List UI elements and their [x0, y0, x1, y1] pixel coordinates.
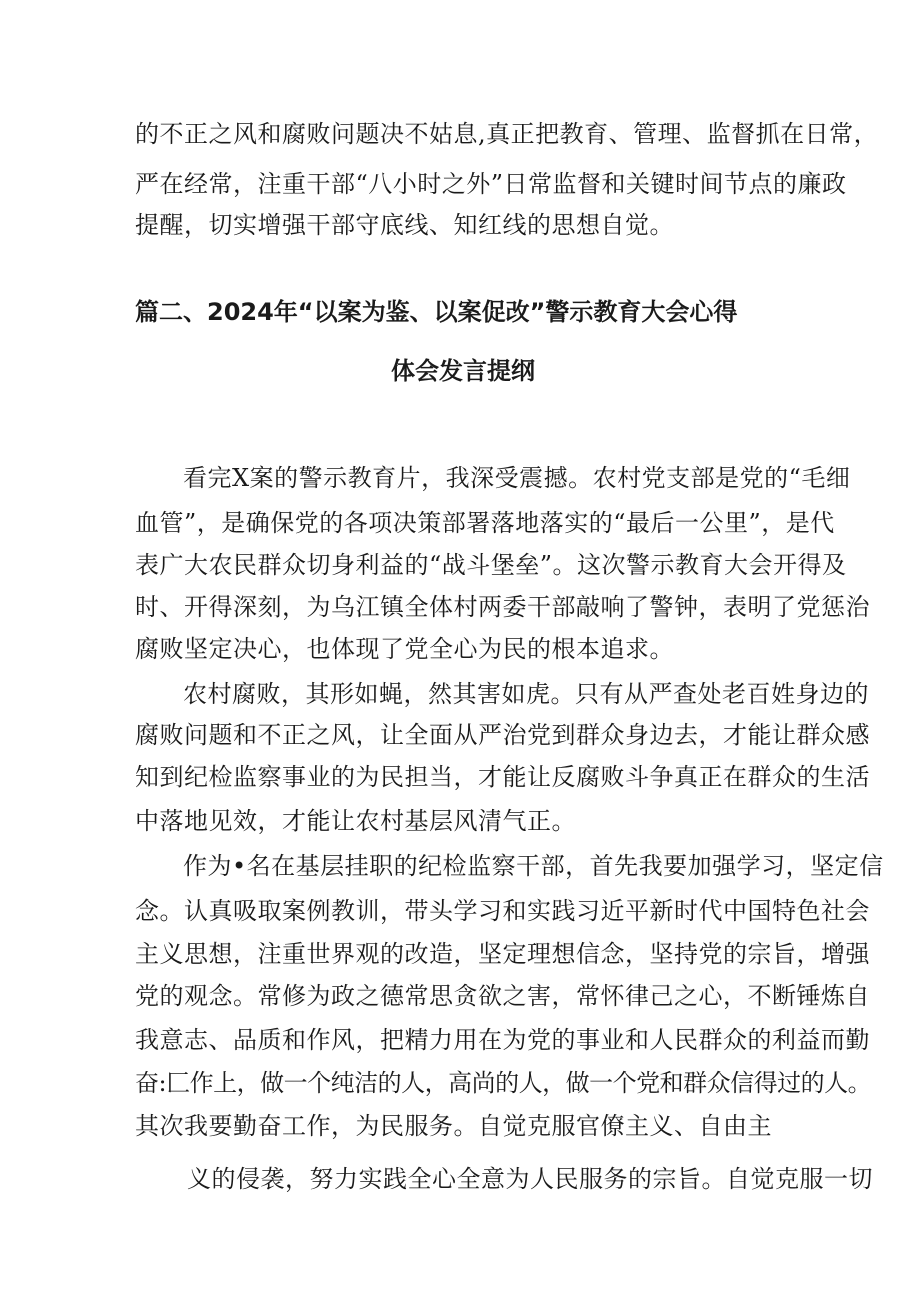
paragraph-4-line-1: 义的侵袭，努力实践全心全意为人民服务的宗旨。自觉克服一切 — [187, 1165, 873, 1193]
paragraph-3-line-2: 念。认真吸取案例教训，带头学习和实践习近平新时代中国特色社会 — [135, 897, 870, 925]
paragraph-1-line-5: 腐败坚定决心，也体现了党全心为民的根本追求。 — [135, 635, 674, 663]
paragraph-1-line-1: 看完X案的警示教育片，我深受震撼。农村党支部是党的“毛细 — [183, 464, 851, 492]
intro-line-3: 提醒，切实增强干部守底线、知红线的思想自觉。 — [135, 211, 674, 239]
paragraph-3-line-6: 奋:匚作上，做一个纯洁的人，高尚的人，做一个党和群众信得过的人。 — [135, 1069, 872, 1097]
paragraph-3-line-3: 主义思想，注重世界观的改造，坚定理想信念，坚持党的宗旨，增强 — [135, 940, 870, 968]
paragraph-1-line-3: 表广大农民群众切身利益的“战斗堡垒”。这次警示教育大会开得及 — [135, 551, 847, 579]
paragraph-2-line-3: 知到纪检监察事业的为民担当，才能让反腐败斗争真正在群众的生活 — [135, 763, 870, 791]
paragraph-1-line-2: 血管”，是确保党的各项决策部署落地落实的“最后一公里”，是代 — [135, 509, 835, 537]
paragraph-2-line-4: 中落地见效，才能让农村基层风清气正。 — [135, 807, 576, 835]
paragraph-3-line-1: 作为•名在基层挂职的纪检监察干部，首先我要加强学习，坚定信 — [183, 852, 884, 880]
intro-line-2: 严在经常，注重干部“八小时之外”日常监督和关键时间节点的廉政 — [135, 170, 847, 198]
paragraph-3-line-7: 其次我要勤奋工作，为民服务。自觉克服官僚主义、自由主 — [135, 1112, 772, 1140]
paragraph-3-line-4: 党的观念。常修为政之德常思贪欲之害，常怀律己之心，不断锤炼自 — [135, 982, 870, 1010]
paragraph-2-line-2: 腐败问题和不正之风，让全面从严治党到群众身边去，才能让群众感 — [135, 721, 870, 749]
section-title-line-1: 篇二、2024年“以案为鉴、以案促改”警示教育大会心得 — [135, 298, 738, 326]
section-title-line-2: 体会发言提纲 — [391, 357, 535, 385]
intro-line-1: 的不正之风和腐败问题决不姑息,真正把教育、管理、监督抓在日常， — [135, 120, 879, 148]
paragraph-3-line-5: 我意志、品质和作风，把精力用在为党的事业和人民群众的利益而勤 — [135, 1026, 870, 1054]
paragraph-2-line-1: 农村腐败，其形如蝇，然其害如虎。只有从严查处老百姓身边的 — [183, 680, 869, 708]
paragraph-1-line-4: 时、开得深刻，为乌江镇全体村两委干部敲响了警钟，表明了党惩治 — [135, 593, 870, 621]
